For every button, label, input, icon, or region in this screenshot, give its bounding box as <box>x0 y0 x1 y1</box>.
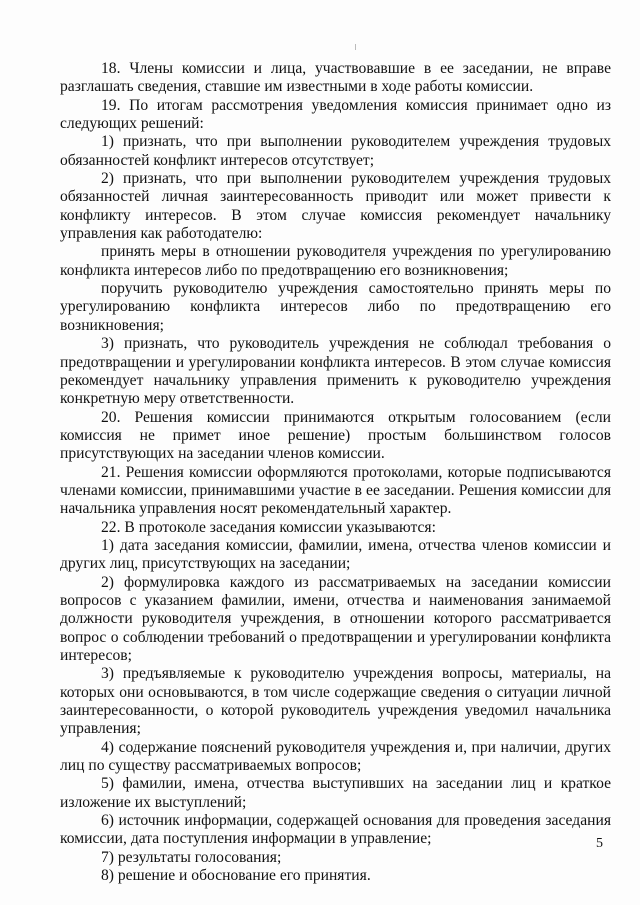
paragraph-19-2-a: принять меры в отношении руководителя учреждения по урегулированию конфликта интересов либо по предотвращению его возникновения; <box>60 243 611 279</box>
paragraph-18: 18. Члены комиссии и лица, участвовавшие в ее заседании, не вправе разглашать сведения, ставшие им известными в ходе работы комиссии. <box>60 60 611 96</box>
paragraph-19-3: 3) признать, что руководитель учреждения не соблюдал требования о предотвращении и урегулировании конфликта интересов. В этом случае комиссия рекомендует начальнику управления применить к руководителю учреждения конкретную меру ответственности. <box>60 335 611 408</box>
paragraph-22-6: 6) источник информации, содержащей основания для проведения заседания комиссии, дата поступления информации в управление; <box>60 812 611 848</box>
page-number: 5 <box>596 836 603 851</box>
paragraph-22-4: 4) содержание пояснений руководителя учреждения и, при наличии, других лиц по существу рассматриваемых вопросов; <box>60 738 611 775</box>
paragraph-22: 22. В протоколе заседания комиссии указываются: <box>101 518 436 536</box>
paragraph-22-1: 1) дата заседания комиссии, фамилии, имена, отчества членов комиссии и других лиц, присутствующих на заседании; <box>60 536 611 573</box>
paragraph-21: 21. Решения комиссии оформляются протоколами, которые подписываются членами комиссии, принимавшими участие в ее заседании. Решения комиссии для начальника управления носят рекомендательный характер. <box>60 463 611 518</box>
paragraph-19-1: 1) признать, что при выполнении руководителем учреждения трудовых обязанностей конфликт интересов отсутствует; <box>60 133 611 169</box>
scan-mark <box>355 44 356 50</box>
paragraph-22-5: 5) фамилии, имена, отчества выступивших на заседании лиц и краткое изложение их выступлений; <box>60 775 611 811</box>
paragraph-20: 20. Решения комиссии принимаются открытым голосованием (если комиссия не примет иное решение) простым большинством голосов присутствующих на заседании членов комиссии. <box>60 408 611 463</box>
paragraph-22-2: 2) формулировка каждого из рассматриваемых на заседании комиссии вопросов с указанием фамилии, имени, отчества и наименования занимаемой должности руководителя учреждения, в отношении которого рассматривается вопрос о соблюдении требований о предотвращении и урегулировании конфликта интересов; <box>60 573 611 664</box>
paragraph-19-2: 2) признать, что при выполнении руководителем учреждения трудовых обязанностей личная заинтересованность приводит или может привести к конфликту интересов. В этом случае комиссия рекомендует начальнику управления как работодателю: <box>60 170 611 243</box>
paragraph-22-7: 7) результаты голосования; <box>101 848 282 866</box>
paragraph-22-3: 3) предъявляемые к руководителю учреждения вопросы, материалы, на которых они основываются, в том числе содержащие сведения о ситуации личной заинтересованности, о которой руководитель учреждения уведомил начальника управления; <box>60 665 611 738</box>
document-body <box>60 60 611 885</box>
paragraph-19-2-b: поручить руководителю учреждения самостоятельно принять меры по урегулированию конфликта интересов либо по предотвращению его возникновения; <box>60 280 611 334</box>
paragraph-19: 19. По итогам рассмотрения уведомления комиссия принимает одно из следующих решений: <box>60 96 611 133</box>
paragraph-22-8: 8) решение и обоснование его принятия. <box>101 867 371 885</box>
